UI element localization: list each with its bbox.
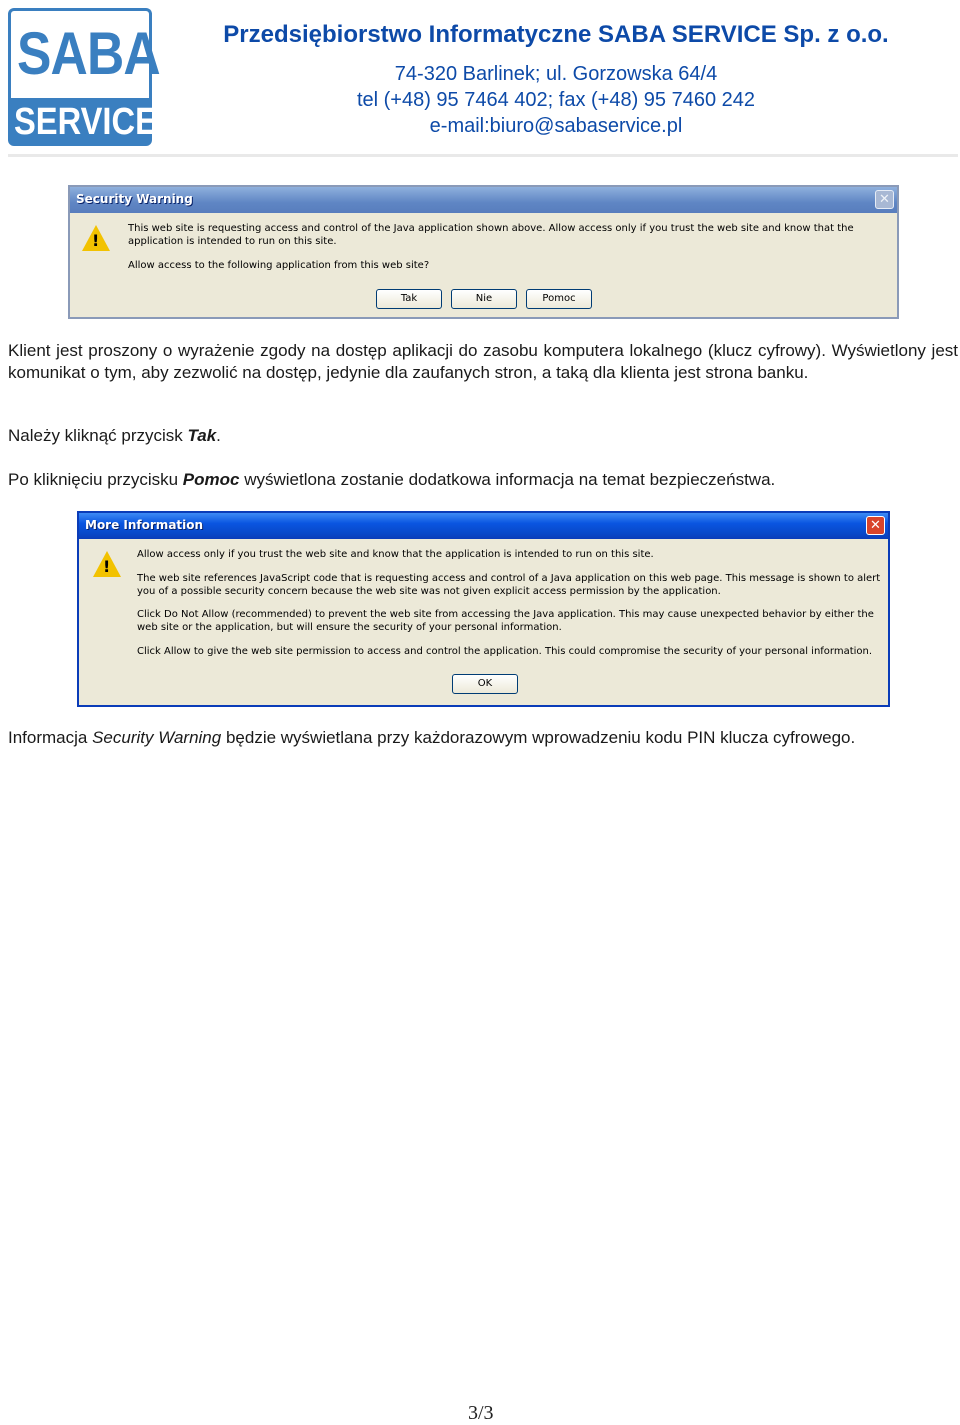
more-information-dialog	[77, 511, 890, 707]
warning-icon: !	[93, 551, 121, 577]
company-address: 74-320 Barlinek; ul. Gorzowska 64/4	[394, 63, 718, 85]
yes-button[interactable]: Tak	[376, 289, 442, 309]
p4-start: Informacja	[8, 728, 93, 747]
p4-end: będzie wyświetlana przy każdorazowym wprowadzeniu kodu PIN klucza cyfrowego.	[221, 728, 856, 747]
paragraph-click-yes	[8, 425, 958, 447]
security-warning-dialog	[68, 185, 899, 319]
dialog-message: This web site is requesting access and control of the Java application shown above. Allow access only if you trust the web site and know that the application is intended to run on this site.	[128, 223, 854, 247]
logo-text-top: SABA	[17, 20, 160, 87]
p2-end: .	[216, 426, 221, 445]
close-icon[interactable]: ✕	[875, 190, 894, 209]
dialog-title: More Information	[85, 518, 204, 532]
p4-emphasis: Security Warning	[92, 728, 222, 747]
p2-emphasis: Tak	[187, 426, 217, 445]
ok-button[interactable]: OK	[452, 674, 518, 694]
dialog-titlebar	[70, 187, 897, 213]
company-email: e-mail:biuro@sabaservice.pl	[429, 115, 683, 137]
info-line: Allow access only if you trust the web site and know that the application is intended to run on this site.	[137, 549, 654, 560]
company-phone: tel (+48) 95 7464 402; fax (+48) 95 7460 242	[356, 89, 756, 111]
warning-icon: !	[82, 225, 110, 251]
p3-end: wyświetlona zostanie dodatkowa informacja na temat bezpieczeństwa.	[239, 470, 776, 489]
dialog-title: Security Warning	[76, 192, 193, 206]
paragraph-help-info	[8, 469, 958, 491]
dialog-question: Allow access to the following application from this web site?	[128, 260, 430, 271]
p2-text: Należy kliknąć przycisk	[8, 426, 188, 445]
info-line: Click Do Not Allow (recommended) to prevent the web site from accessing the Java application. This may cause unexpected behavior by either the web site or the application, but will ensure the security of your personal information.	[137, 609, 874, 633]
p3-text: Po kliknięciu przycisku	[8, 470, 183, 489]
paragraph-security-warning-note	[8, 727, 958, 749]
no-button[interactable]: Nie	[451, 289, 517, 309]
paragraph-access-consent: Klient jest proszony o wyrażenie zgody na dostęp aplikacji do zasobu komputera lokalnego (klucz cyfrowy). Wyświetlony jest komunikat o tym, aby zezwolić na dostęp, jedynie dla zaufanych stron, a taką dla klienta jest strona banku.	[8, 341, 958, 382]
help-button[interactable]: Pomoc	[526, 289, 592, 309]
page-number: 3/3	[468, 1402, 494, 1424]
logo-text-bottom: SERVICE	[14, 101, 157, 143]
company-logo	[8, 8, 160, 146]
p3-emphasis: Pomoc	[182, 470, 240, 489]
company-name: Przedsiębiorstwo Informatyczne SABA SERVICE Sp. z o.o.	[223, 21, 889, 48]
close-icon[interactable]: ✕	[866, 516, 885, 535]
header-divider	[8, 154, 958, 157]
dialog-titlebar	[79, 513, 888, 539]
info-line: Click Allow to give the web site permission to access and control the application. This could compromise the security of your personal information.	[137, 646, 873, 657]
info-line: The web site references JavaScript code that is requesting access and control of a Java application on this web page. This message is shown to alert you of a possible security concern because the web site was not given explicit access permission by the application.	[137, 573, 881, 597]
